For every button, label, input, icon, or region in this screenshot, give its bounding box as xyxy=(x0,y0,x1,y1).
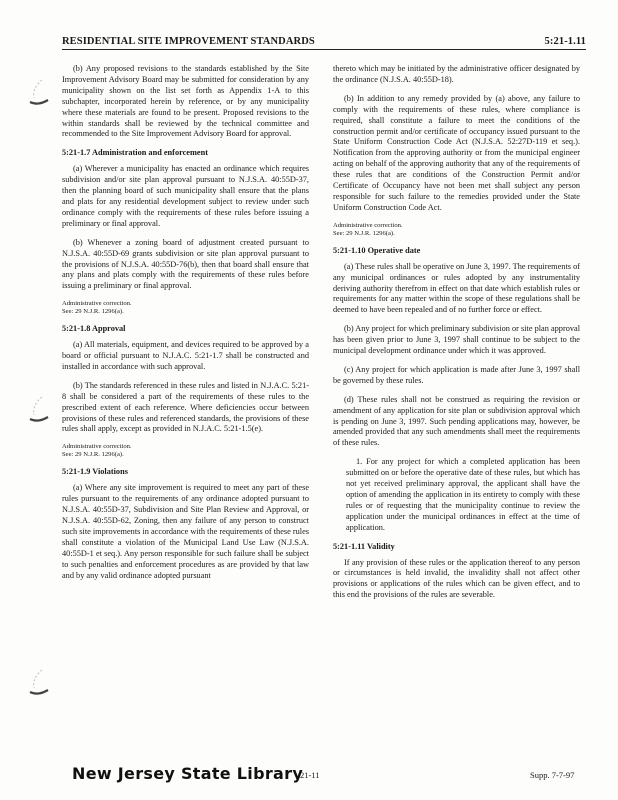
section-heading: 5:21-1.7 Administration and enforcement xyxy=(62,148,208,158)
margin-mark xyxy=(28,78,50,108)
margin-mark xyxy=(28,668,50,698)
note-line: See: 29 N.J.R. 1296(a). xyxy=(333,229,395,237)
paragraph: (a) These rules shall be operative on June 3, 1997. The requirements of any municipal ordinances or rules adopted by any instrumentality deriving authority therefrom in effect on that date which establish rules or requirements for any matter within the scope of these regulations shall be deemed to have been repealed and of no further force or effect. xyxy=(333,261,580,315)
paragraph: (c) Any project for which application is made after June 3, 1997 shall be governed by these rules. xyxy=(333,364,580,385)
paragraph: thereto which may be initiated by the administrative officer designated by the ordinance (N.J.S.A. 40:55D-18). xyxy=(333,64,580,84)
note-line: See: 29 N.J.R. 1296(a). xyxy=(62,451,124,459)
note xyxy=(62,300,309,316)
section-heading: 5:21-1.9 Violations xyxy=(62,467,128,477)
library-stamp: New Jersey State Library xyxy=(72,764,304,783)
paragraph: 1. For any project for which a completed application has been submitted on or before the operative date of these rules, but which has not yet received preliminary approval, the applicant shall have the option of amending the application in its entirety to comply with these rules or of requesting that the municipality continue to review the application under the municipal ordinances in effect at the time of application. xyxy=(346,457,580,532)
paragraph: (b) Any proposed revisions to the standards established by the Site Improvement Advisory Board may be submitted for consideration by any municipality shown on the list set forth as Appendix 1-A to this subchapter, incorporated herein by reference, or by any municipality where these materials are found to be present. Proposed revisions to the within standards shall be reviewed by the technical committee and recommended to the Site Improvement Advisory Board for approval. xyxy=(62,64,309,139)
header-title: RESIDENTIAL SITE IMPROVEMENT STANDARDS xyxy=(62,36,315,47)
paragraph: If any provision of these rules or the application thereof to any person or circumstances is held invalid, the invalidity shall not affect other provisions or applications of the rules which can be given effect, and to this end the provisions of the rules are severable. xyxy=(333,557,580,600)
section-heading: 5:21-1.11 Validity xyxy=(333,541,395,551)
paragraph: (b) The standards referenced in these rules and listed in N.J.A.C. 5:21-8 shall be considered a part of the requirements of these rules to the prescribed extent of each reference. Where deficiencies occur between provisions of these rules and referenced standards, the provisions of these rules shall apply, except as provided in N.J.A.C. 5:21-1.5(e). xyxy=(62,380,309,434)
note-line: See: 29 N.J.R. 1296(a). xyxy=(62,308,124,316)
note-line: Administrative correction. xyxy=(333,221,403,229)
paragraph: (b) In addition to any remedy provided by (a) above, any failure to comply with the requirements of these rules, where compliance is required, shall constitute a failure to meet the conditions of the construction permit and/or certificate of occupancy issued pursuant to the State Uniform Construction Code Act (N.J.S.A. 52:27D-119 et seq.). Notification from the approving authority or from the municipal engineer acting on behalf of the approving authority that any of the requirements of these rules that are conditions of the Construction Permit and/or Certificate of Occupancy have not been met shall subject any person responsible for such failure to the remedies provided under the State Uniform Construction Code Act. xyxy=(333,93,580,212)
note-line: Administrative correction. xyxy=(62,443,132,451)
right-column xyxy=(333,64,580,609)
paragraph: (a) Wherever a municipality has enacted an ordinance which requires subdivision and/or site plan approval pursuant to N.J.S.A. 40:55D-37, then the planning board of such municipality shall ensure that the plans and plats for any residential development subject to review under such ordinance comply with the requirements of these rules before issuing a preliminary or final approval. xyxy=(62,164,309,228)
running-header xyxy=(62,36,586,50)
paragraph: (b) Whenever a zoning board of adjustment created pursuant to N.J.S.A. 40:55D-69 grants subdivision or site plan approval pursuant to the provisions of N.J.S.A. 40:55D-76(b), then that board shall ensure that any plans and plats comply with the requirements of these rules before issuing a preliminary or final approval. xyxy=(62,237,309,291)
paragraph: (a) Where any site improvement is required to meet any part of these rules pursuant to the requirements of any ordinance adopted pursuant to N.J.S.A. 40:55D-37, Subdivision and Site Plan Review and Approval, or N.J.S.A. 40:55D-62, Zoning, then any failure of any person to construct such site improvements in accordance with the requirements of these rules shall constitute a violation of the Municipal Land Use Law (N.J.S.A. 40:55D-1 et seq.). Any person responsible for such failure shall be subject to such penalties and enforcement procedures as are provided by that law and by any valid ordinance adopted pursuant xyxy=(62,483,309,580)
header-section: 5:21-1.11 xyxy=(544,36,586,47)
left-column xyxy=(62,64,309,589)
paragraph: (d) These rules shall not be construed as requiring the revision or amendment of any application for site plan or subdivision approval which is pending on June 3, 1997. Such pending applications may, however, be amended provided that any such amendments shall meet the requirements of these rules. xyxy=(333,394,580,448)
section-heading: 5:21-1.8 Approval xyxy=(62,324,126,334)
page-number: 21-11 xyxy=(300,770,320,780)
note xyxy=(333,222,580,238)
paragraph: (a) All materials, equipment, and devices required to be approved by a board or official pursuant to N.J.A.C. 5:21-1.7 shall be constructed and installed in accordance with such approval. xyxy=(62,340,309,371)
note xyxy=(62,443,309,459)
note-line: Administrative correction. xyxy=(62,300,132,308)
paragraph: (b) Any project for which preliminary subdivision or site plan approval has been given prior to June 3, 1997 shall continue to be subject to the municipal development ordinance under which it was approved. xyxy=(333,324,580,356)
margin-mark xyxy=(28,395,50,425)
supplement-date: Supp. 7-7-97 xyxy=(530,770,575,780)
section-heading: 5:21-1.10 Operative date xyxy=(333,245,421,255)
